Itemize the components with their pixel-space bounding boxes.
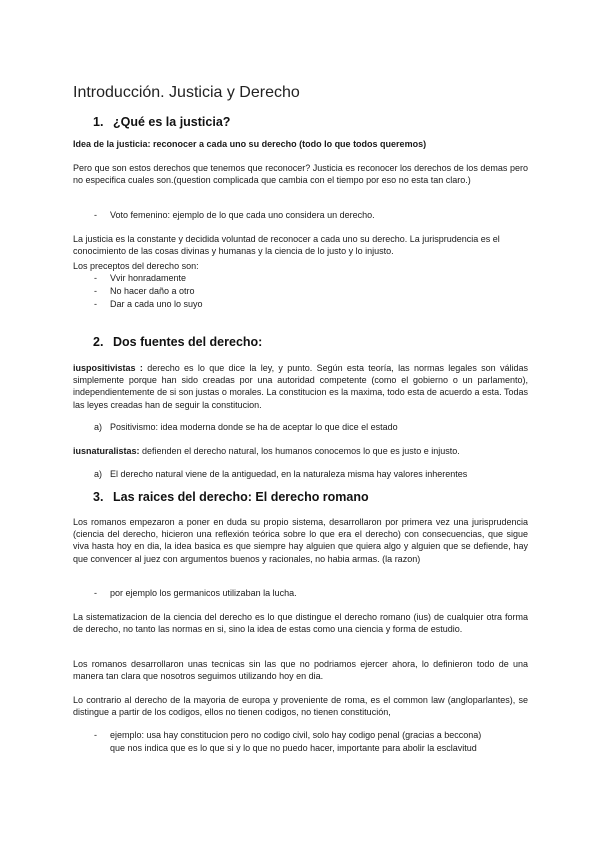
iuspositivistas-label: iuspositivistas :: [73, 363, 143, 373]
bullet-voto-text: Voto femenino: ejemplo de lo que cada uno considera un derecho.: [110, 210, 375, 220]
precept-item: [94, 272, 187, 285]
section-1-number: 1.: [93, 115, 104, 129]
section-1-paragraph-1: Pero que son estos derechos que tenemos que reconocer? Justicia es reconocer los derechos de los demas pero no especifica cuales son.(question complicada que cambia con el tiempo por eso no esta tan claro.): [73, 163, 528, 186]
precept-item: [94, 285, 195, 298]
bullet-marker: -: [94, 299, 97, 309]
bullet-germanicos: [94, 587, 297, 600]
idea-paragraph: [73, 138, 528, 150]
section-3-title: Las raices del derecho: El derecho romano: [113, 490, 369, 504]
positivismo-item: [94, 421, 398, 434]
precept-text: Vvir honradamente: [110, 273, 187, 283]
derecho-natural-item: [94, 468, 468, 481]
section-3-heading: [93, 490, 369, 504]
bullet-marker: -: [94, 730, 97, 740]
bullet-germanicos-text: por ejemplo los germanicos utilizaban la lucha.: [110, 588, 297, 598]
section-2-number: 2.: [93, 335, 104, 349]
bullet-ejemplo-line-1: ejemplo: usa hay constitucion pero no codigo civil, solo hay codigo penal (gracias a beccona): [110, 730, 482, 740]
section-2-title: Dos fuentes del derecho:: [113, 335, 263, 349]
bullet-ejemplo-line-2: que nos indica que es lo que si y lo que no puedo hacer, importante para abolir la esclavitud: [110, 743, 477, 753]
bullet-marker: -: [94, 273, 97, 283]
precept-item: [94, 298, 203, 311]
iusnaturalistas-paragraph: [73, 445, 528, 457]
precepts-intro: Los preceptos del derecho son:: [73, 261, 199, 271]
positivismo-text: Positivismo: idea moderna donde se ha de aceptar lo que dice el estado: [110, 422, 398, 432]
bullet-marker: -: [94, 286, 97, 296]
section-1-title: ¿Qué es la justicia?: [113, 115, 231, 129]
list-marker-a: a): [94, 469, 103, 479]
bullet-ejemplo-continuation: [110, 742, 477, 755]
section-3-paragraph-4: Lo contrario al derecho de la mayoria de europa y proveniente de roma, es el common law (angloparlantes), se distingue a partir de los codigos, ellos no tienen codigos, no tienen constitución,: [73, 695, 528, 718]
precept-text: Dar a cada uno lo suyo: [110, 299, 203, 309]
bullet-marker: -: [94, 210, 97, 220]
idea-label: Idea de la justicia: [73, 139, 148, 149]
section-3-paragraph-3: Los romanos desarrollaron unas tecnicas sin las que no podriamos ejercer ahora, lo definieron todo de una manera tan clara que nosotros seguimos utilizando hoy en dia.: [73, 659, 528, 682]
section-3-paragraph-1: Los romanos empezaron a poner en duda su propio sistema, desarrollaron por primera vez una jurisprudencia (ciencia del derecho, hicieron una reflexión teórica sobre lo que era el derecho) con consecuencias, que sigue viva hasta hoy en dia, la idea basica es que siempre hay alguien que quiera algo y alguien que se defiende, hay que convencer al juez con argumentos buenos y racionales, no habia armas. (la razon): [73, 517, 528, 564]
iuspositivistas-text: derecho es lo que dice la ley, y punto. Según esta teoría, las normas legales son válidas simplemente porque han sido creadas por una autoridad competente (como el gobierno o un parlamento), independientemente de si son justas o morales. La constitucion es la maxima, todo esta de acuerdo a esta. Todas las leyes creadas han de seguir la constitucion.: [73, 363, 528, 410]
section-1-paragraph-2: La justicia es la constante y decidida voluntad de reconocer a cada uno su derecho. La jurisprudencia es el conocimiento de las cosas divinas y humanas y la ciencia de lo justo y lo injusto.: [73, 234, 500, 257]
section-3-paragraph-2: La sistematizacion de la ciencia del derecho es lo que distingue el derecho romano (ius) de cualquier otra forma de derecho, no tanto las normas en si, sino la idea de estas como una ciencia y forma de estudio.: [73, 612, 528, 635]
bullet-ejemplo-usa: [94, 729, 482, 742]
bullet-voto: [94, 209, 375, 222]
derecho-natural-text: El derecho natural viene de la antiguedad, en la naturaleza misma hay valores inherentes: [110, 469, 468, 479]
section-1-heading: [93, 115, 230, 129]
page-title: Introducción. Justicia y Derecho: [73, 84, 300, 101]
section-2-heading: [93, 335, 262, 349]
section-3-number: 3.: [93, 490, 104, 504]
list-marker-a: a): [94, 422, 103, 432]
idea-text: : reconocer a cada uno su derecho (todo lo que todos queremos): [147, 139, 427, 149]
iusnaturalistas-text: defienden el derecho natural, los humanos conocemos lo que es justo e injusto.: [139, 446, 460, 456]
iuspositivistas-paragraph: [73, 362, 528, 411]
precept-text: No hacer daño a otro: [110, 286, 195, 296]
bullet-marker: -: [94, 588, 97, 598]
iusnaturalistas-label: iusnaturalistas:: [73, 446, 140, 456]
